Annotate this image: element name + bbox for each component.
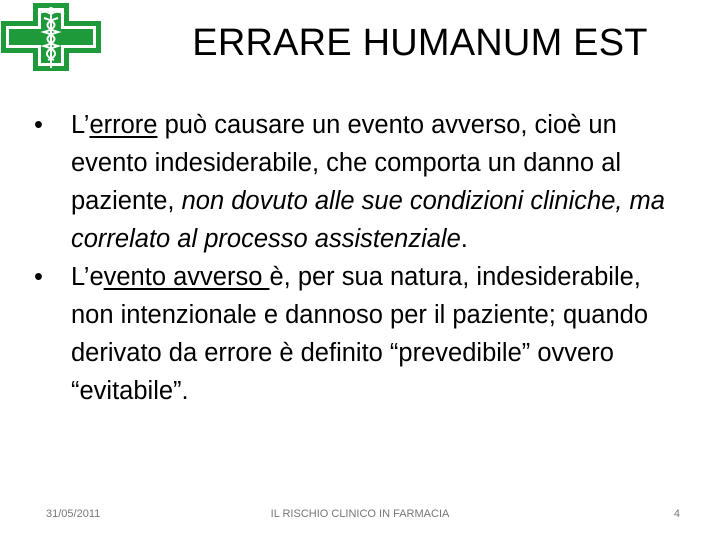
underlined-term: vento avverso (103, 263, 270, 291)
bullet-prefix: L’ (71, 111, 90, 139)
bullet-text: può causare un evento avverso, cioè un evento indesiderabile, che comporta un danno al paziente, (71, 111, 622, 215)
bullet-dot-icon: • (34, 263, 43, 291)
pharmacy-cross-logo (0, 0, 102, 74)
footer-title: IL RISCHIO CLINICO IN FARMACIA (270, 508, 450, 520)
page-number: 4 (673, 508, 680, 520)
footer-date: 31/05/2011 (46, 508, 101, 520)
slide-body (34, 106, 674, 410)
bullet-item (34, 258, 674, 410)
bullet-dot-icon: • (34, 111, 43, 139)
italic-text: non dovuto alle sue condizioni cliniche, ma correlato al processo assistenziale (71, 187, 665, 253)
bullet-item (34, 106, 674, 258)
bullet-text: è, per sua natura, indesiderabile, non intenzionale e dannoso per il paziente; quando derivato da errore è definito “prevedibile” ovvero “evitabile”. (71, 263, 649, 405)
slide-title: ERRARE HUMANUM EST (192, 22, 648, 64)
bullet-end: . (460, 225, 468, 253)
bullet-prefix: L’e (71, 263, 104, 291)
underlined-term: errore (89, 111, 158, 139)
